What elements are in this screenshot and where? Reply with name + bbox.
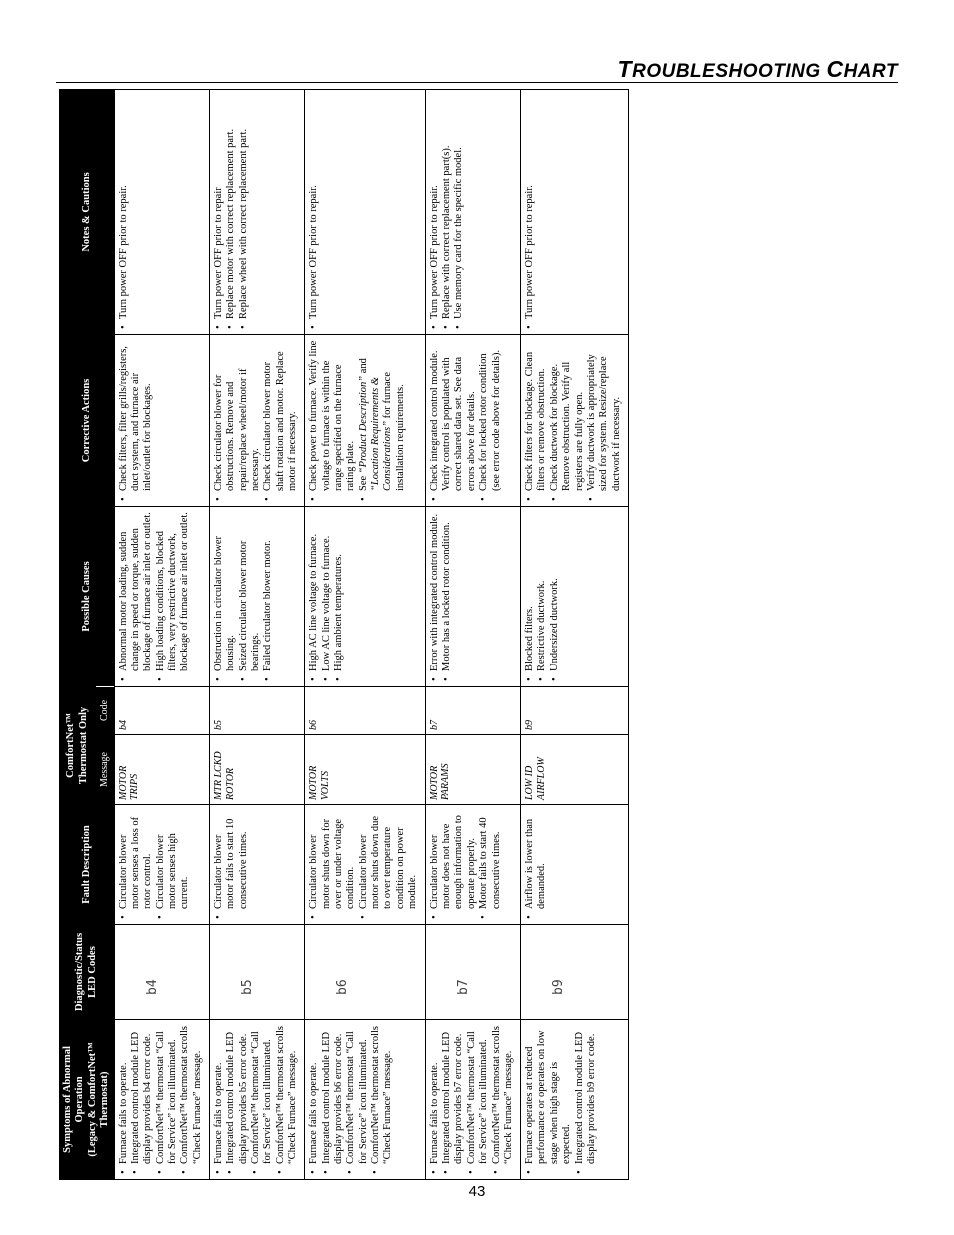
table-row (209, 89, 304, 1179)
table-row (425, 89, 520, 1179)
notes-cell: • Turn power OFF prior to repair. (305, 89, 426, 334)
table-row (305, 89, 426, 1179)
symptoms-cell: • Furnace fails to operate. • Integrated control module LED display provides b6 error code. • ComfortNet™ thermostat “Call for Service” icon illuminated. • ComfortNet™ thermostat scrolls “Check Furnace” message. (305, 1020, 426, 1180)
header-causes: Possible Causes (60, 506, 115, 686)
causes-cell: • Obstruction in circulator blower housing. • Seized circulator blower motor bearings. • Failed circulator blower motor. (209, 506, 304, 686)
code-cell: b6 (305, 686, 426, 734)
fault-cell: • Circulator blower motor shuts down for over or under voltage condition. • Circulator blower motor shuts down due to over temperature condition on power module. (305, 805, 426, 925)
symptoms-cell: • Furnace fails to operate. • Integrated control module LED display provides b7 error code. • ComfortNet™ thermostat “Call for Service” icon illuminated. • ComfortNet™ thermostat scrolls “Check Furnace” message. (425, 1020, 520, 1180)
page-title: TROUBLESHOOTING CHART (617, 56, 898, 82)
header-actions: Corrective Actions (60, 334, 115, 506)
header-comfortnet: ComfortNet™ Thermostat Only (60, 686, 96, 804)
causes-cell: • High AC line voltage to furnace. • Low AC line voltage to furnace. • High ambient temperatures. (305, 506, 426, 686)
header-symptoms: Symptoms of Abnormal Operation (Legacy & ComfortNet™ Thermostat) (60, 1020, 115, 1180)
causes-cell: • Blocked filters. • Restrictive ductwork. • Undersized ductwork. (521, 506, 629, 686)
header-notes: Notes & Cautions (60, 89, 115, 334)
table-row (521, 89, 629, 1179)
symptoms-cell: • Furnace fails to operate. • Integrated control module LED display provides b5 error code. • ComfortNet™ thermostat “Call for Service” icon illuminated. • ComfortNet™ thermostat scrolls “Check Furnace” message. (209, 1020, 304, 1180)
notes-cell: • Turn power OFF prior to repair. (521, 89, 629, 334)
message-cell: MTR LCKD ROTOR (209, 735, 304, 805)
led-code: b7 (425, 925, 520, 1020)
led-code: b6 (305, 925, 426, 1020)
code-cell: b9 (521, 686, 629, 734)
notes-cell: • Turn power OFF prior to repair • Replace motor with correct replacement part. • Replace wheel with correct replacement part. (209, 89, 304, 334)
notes-cell: • Turn power OFF prior to repair. (114, 89, 209, 334)
page-number: 43 (468, 1183, 486, 1200)
actions-cell: • Check filters for blockage. Clean filters or remove obstruction. • Check ductwork for blockage. Remove obstruction. Verify all registers are fully open. • Verify ductwork is appropriately sized for system. Resize/replace ductwork if necessary. (521, 334, 629, 506)
led-code: b4 (114, 925, 209, 1020)
message-cell: MOTOR VOLTS (305, 735, 426, 805)
header-message: Message (96, 735, 114, 805)
fault-cell: • Circulator blower motor does not have enough information to operate properly. • Motor fails to start 40 consecutive times. (425, 805, 520, 925)
symptoms-cell: • Furnace fails to operate. • Integrated control module LED display provides b4 error code. • ComfortNet™ thermostat “Call for Service” icon illuminated. • ComfortNet™ thermostat scrolls “Check Furnace” message. (114, 1020, 209, 1180)
troubleshooting-table (59, 89, 629, 1180)
code-cell: b4 (114, 686, 209, 734)
table-row (114, 89, 209, 1179)
fault-cell: • Circulator blower motor senses a loss of rotor control. • Circulator blower motor senses high current. (114, 805, 209, 925)
troubleshooting-table-rotated (59, 90, 622, 1180)
led-code: b5 (209, 925, 304, 1020)
causes-cell: • Abnormal motor loading, sudden change in speed or torque, sudden blockage of furnace air inlet or outlet. • High loading conditions, blocked filters, very restrictive ductwork, blockage of furnace air inlet or outlet. (114, 506, 209, 686)
actions-cell: • Check power to furnace. Verify line voltage to furnace is within the range specified on the furnace rating plate. • See “Product Description” and “Location Requirements & Considerations” for furnace installation requirements. (305, 334, 426, 506)
message-cell: MOTOR PARAMS (425, 735, 520, 805)
title-divider (56, 82, 898, 83)
code-cell: b5 (209, 686, 304, 734)
message-cell: LOW ID AIRFLOW (521, 735, 629, 805)
fault-cell: • Airflow is lower than demanded. (521, 805, 629, 925)
code-cell: b7 (425, 686, 520, 734)
fault-cell: • Circulator blower motor fails to start 10 consecutive times. (209, 805, 304, 925)
message-cell: MOTOR TRIPS (114, 735, 209, 805)
header-led-codes: Diagnostic/Status LED Codes (60, 925, 115, 1020)
actions-cell: • Check filters, filter grills/registers, duct system, and furnace air inlet/outlet for blockages. (114, 334, 209, 506)
actions-cell: • Check circulator blower for obstructions. Remove and repair/replace wheel/motor if necessary. • Check circulator blower motor shaft rotation and motor. Replace motor if necessary. (209, 334, 304, 506)
header-code: Code (96, 686, 114, 734)
causes-cell: • Error with integrated control module. • Motor has a locked rotor condition. (425, 506, 520, 686)
notes-cell: • Turn power OFF prior to repair. • Replace with correct replacement part(s). • Use memory card for the specific model. (425, 89, 520, 334)
header-fault: Fault Description (60, 805, 115, 925)
actions-cell: • Check integrated control module. Verify control is populated with correct shared data set. See data errors above for details. • Check for locked rotor condition (see error code above for details). (425, 334, 520, 506)
led-code: b9 (521, 925, 629, 1020)
symptoms-cell: • Furnace operates at reduced performance or operates on low stage when high stage is expected. • Integrated control module LED display provides b9 error code. (521, 1020, 629, 1180)
